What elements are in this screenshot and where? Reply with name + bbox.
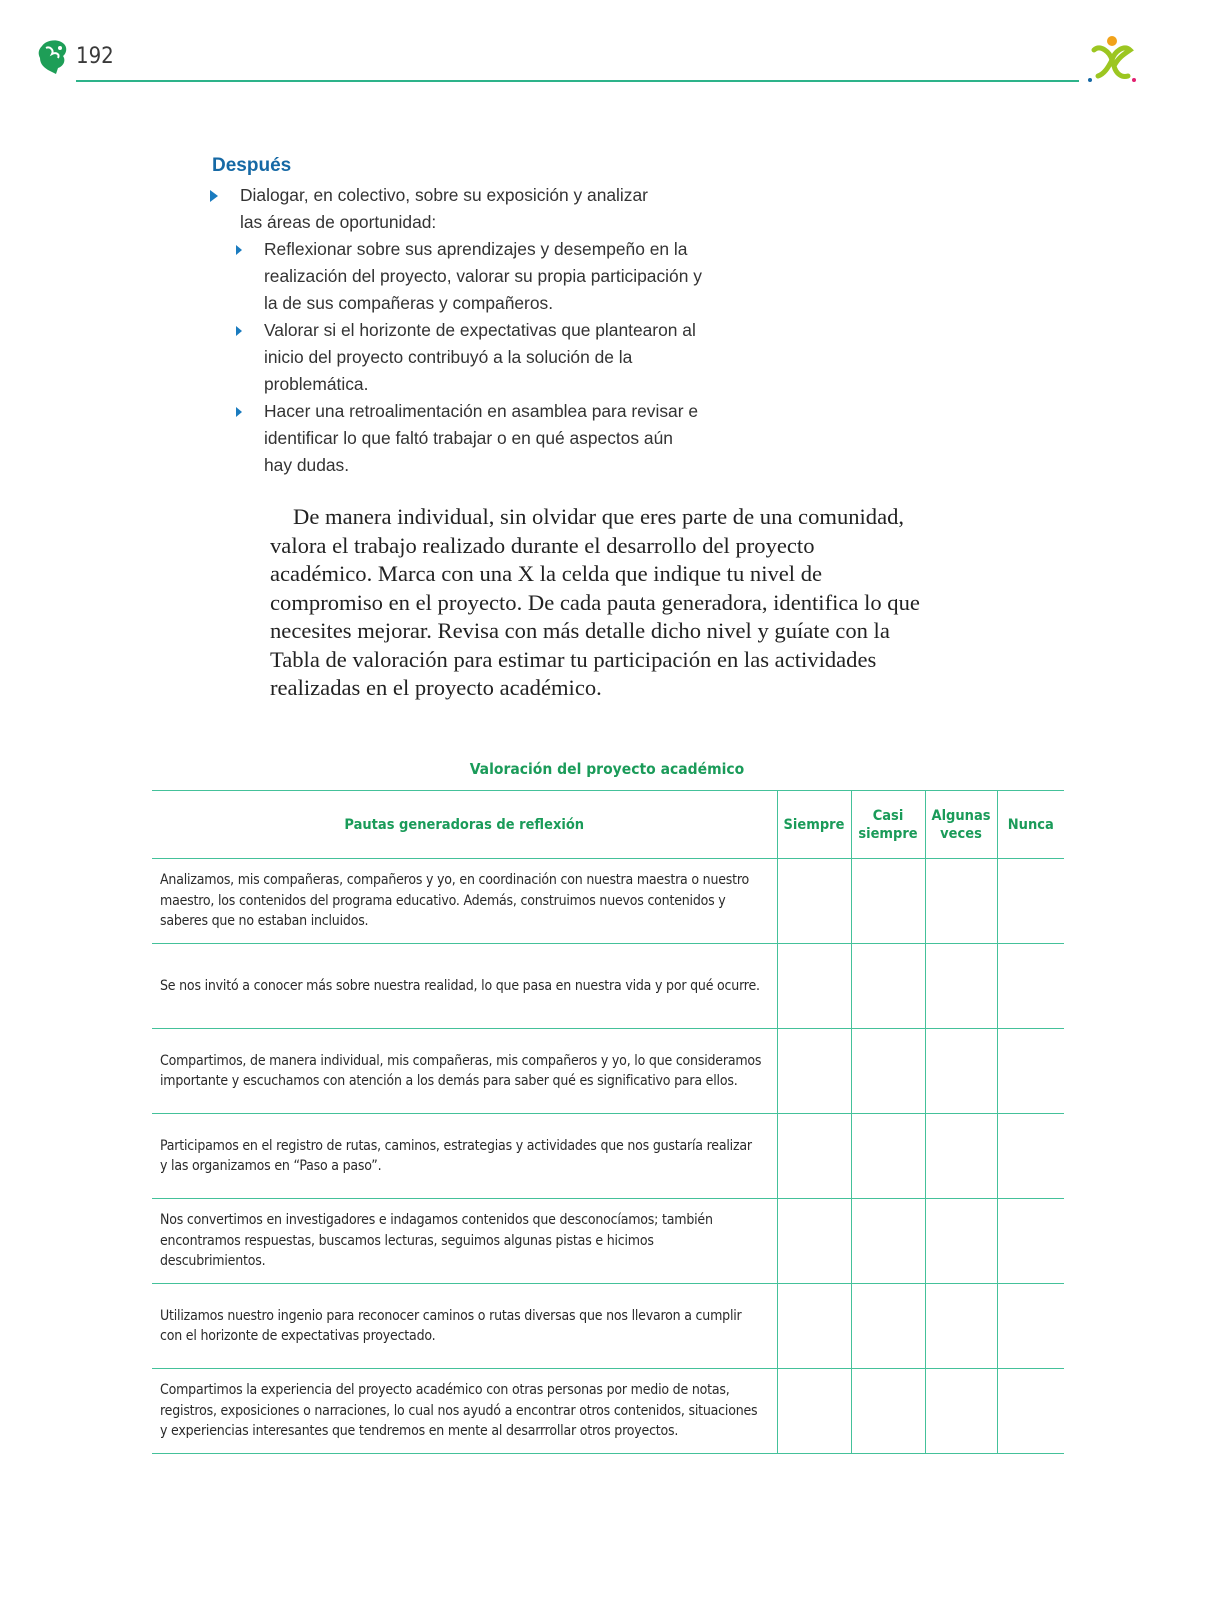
header-pautas: Pautas generadoras de reflexión [152, 791, 777, 859]
header-rule [76, 80, 1079, 82]
pauta-text: Compartimos la experiencia del proyecto académico con otras personas por medio de notas, registros, exposiciones o narraciones, lo cual nos ayudó a encontrar otros contenidos, situaciones y experiencias interesantes que tendremos en mente al desarrrollar otros proyectos. [152, 1369, 777, 1454]
table-row [152, 1369, 1064, 1454]
cell-siempre[interactable] [777, 1284, 851, 1369]
table-row [152, 859, 1064, 944]
subbullet-item [212, 398, 704, 479]
table-title: Valoración del proyecto académico [469, 760, 745, 778]
pauta-text: Participamos en el registro de rutas, caminos, estrategias y actividades que nos gustaría realizar y las organizamos en “Paso a paso”. [152, 1114, 777, 1199]
pauta-text: Analizamos, mis compañeras, compañeros y yo, en coordinación con nuestra maestra o nuestro maestro, los contenidos del programa educativo. Además, construimos nuevos contenidos y saberes que no estaban incluidos. [152, 859, 777, 944]
cell-casi-siempre[interactable] [851, 944, 925, 1029]
page-number: 192 [76, 44, 114, 69]
subbullet-text: Hacer una retroalimentación en asamblea para revisar e identificar lo que faltó trabajar o en qué aspectos aún hay dudas. [264, 401, 699, 475]
pauta-text: Compartimos, de manera individual, mis compañeras, mis compañeros y yo, lo que consideramos importante y escuchamos con atención a los demás para saber qué es significativo para ellos. [152, 1029, 777, 1114]
cell-algunas-veces[interactable] [925, 1114, 997, 1199]
section-title: Después [212, 155, 292, 176]
cell-casi-siempre[interactable] [851, 1369, 925, 1454]
cell-nunca[interactable] [997, 1114, 1064, 1199]
cell-nunca[interactable] [997, 1284, 1064, 1369]
cell-casi-siempre[interactable] [851, 1114, 925, 1199]
cell-casi-siempre[interactable] [851, 1199, 925, 1284]
despues-section [212, 155, 732, 479]
cell-nunca[interactable] [997, 1199, 1064, 1284]
table-row [152, 1114, 1064, 1199]
table-row [152, 1199, 1064, 1284]
header-siempre: Siempre [777, 791, 851, 859]
bullet-arrow-icon [236, 245, 242, 255]
pauta-text: Nos convertimos en investigadores e indagamos contenidos que desconocíamos; también encontramos respuestas, buscamos lecturas, seguimos algunas pistas e hicimos descubrimientos. [152, 1199, 777, 1284]
cell-siempre[interactable] [777, 1114, 851, 1199]
cell-nunca[interactable] [997, 944, 1064, 1029]
bullet-arrow-icon [210, 190, 218, 202]
pauta-text: Utilizamos nuestro ingenio para reconocer caminos o rutas diversas que nos llevaron a cumplir con el horizonte de expectativas proyectado. [152, 1284, 777, 1369]
bullet-item [212, 182, 670, 236]
table-row [152, 944, 1064, 1029]
subbullet-item [212, 236, 704, 317]
cell-algunas-veces[interactable] [925, 1199, 997, 1284]
subbullet-text: Reflexionar sobre sus aprendizajes y desempeño en la realización del proyecto, valorar su propia participación y la de sus compañeras y compañeros. [264, 239, 702, 313]
cell-algunas-veces[interactable] [925, 859, 997, 944]
cell-siempre[interactable] [777, 944, 851, 1029]
cell-nunca[interactable] [997, 859, 1064, 944]
pauta-text: Se nos invitó a conocer más sobre nuestra realidad, lo que pasa en nuestra vida y por qué ocurre. [152, 944, 777, 1029]
figure-brand-logo-icon [1086, 34, 1138, 86]
cell-algunas-veces[interactable] [925, 1369, 997, 1454]
evaluation-table [152, 790, 1064, 1454]
header-algunas-veces: Algunas veces [925, 791, 997, 859]
cell-casi-siempre[interactable] [851, 1029, 925, 1114]
table-header-row [152, 791, 1064, 859]
subbullet-item [212, 317, 704, 398]
cell-casi-siempre[interactable] [851, 1284, 925, 1369]
cell-siempre[interactable] [777, 859, 851, 944]
cell-casi-siempre[interactable] [851, 859, 925, 944]
cell-nunca[interactable] [997, 1029, 1064, 1114]
leaf-head-logo-icon [36, 38, 70, 74]
cell-siempre[interactable] [777, 1199, 851, 1284]
bullet-arrow-icon [236, 407, 242, 417]
cell-siempre[interactable] [777, 1029, 851, 1114]
header-casi-siempre: Casi siempre [851, 791, 925, 859]
table-row [152, 1284, 1064, 1369]
header-nunca: Nunca [997, 791, 1064, 859]
instruction-paragraph: De manera individual, sin olvidar que eres parte de una comunidad, valora el trabajo realizado durante el desarrollo del proyecto académico. Marca con una X la celda que indique tu nivel de compromiso en el proyecto. De cada pauta generadora, identifica lo que necesites mejorar. Revisa con más detalle dicho nivel y guíate con la Tabla de valoración para estimar tu participación en las actividades realizadas en el proyecto académico. [270, 504, 920, 700]
bullet-arrow-icon [236, 326, 242, 336]
cell-algunas-veces[interactable] [925, 944, 997, 1029]
bullet-text: Dialogar, en colectivo, sobre su exposición y analizar las áreas de oportunidad: [240, 185, 648, 232]
table-row [152, 1029, 1064, 1114]
cell-algunas-veces[interactable] [925, 1029, 997, 1114]
cell-algunas-veces[interactable] [925, 1284, 997, 1369]
subbullet-text: Valorar si el horizonte de expectativas que plantearon al inicio del proyecto contribuyó a la solución de la problemática. [264, 320, 696, 394]
cell-nunca[interactable] [997, 1369, 1064, 1454]
cell-siempre[interactable] [777, 1369, 851, 1454]
